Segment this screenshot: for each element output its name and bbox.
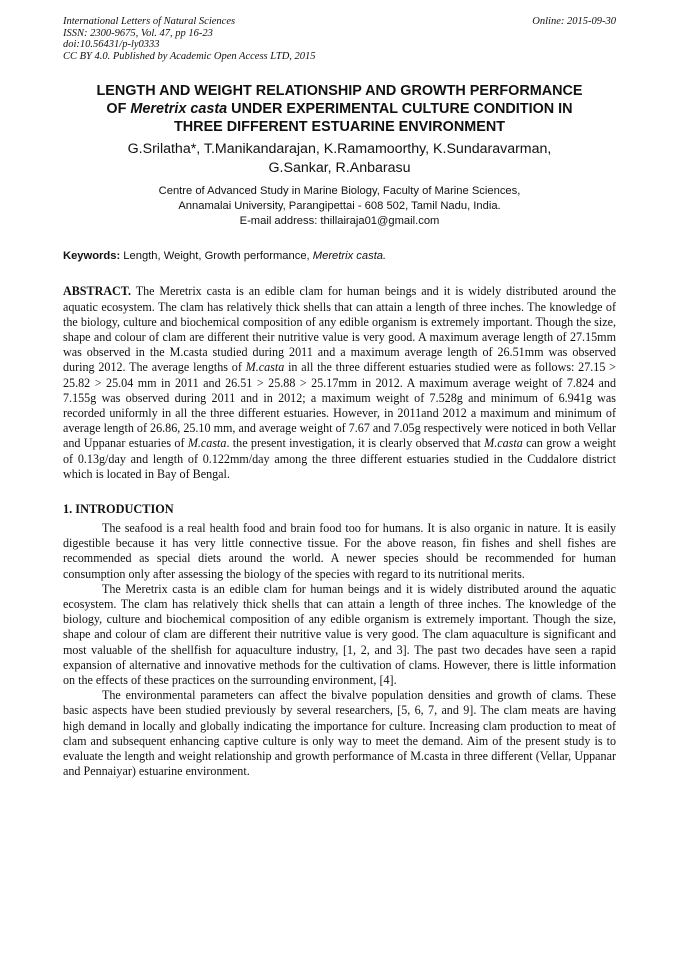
title-line-3: THREE DIFFERENT ESTUARINE ENVIRONMENT [174,119,505,136]
abstract-species-2: M.casta [187,436,227,451]
keywords-label: Keywords: [63,250,121,263]
abstract-text-1: The Meretrix casta is an edible clam for human beings and it is widely distributed around the aquatic ecosystem. The clam has relatively thick shells that can attain a length of three inches. The knowledge of the biology, culture and biochemical composition of any edible organism is extremely important. Though the size, shape and colour of clam are different their nutritive value is very good. A maximum average length of 27.15mm was observed in the M.casta studied during 2011 and a maximum average length of 26.51mm was observed during 2012. The average lengths of [63,284,616,375]
abstract-text-4: can grow a weight of 0.13g/day and length of 0.122mm/day among the three different estuaries studied in the Cuddalore district which is located in Bay of Bengal. [63,436,617,481]
title-species: Meretrix casta [130,101,228,118]
affiliation-email: E-mail address: thillairaja01@gmail.com [239,215,440,228]
journal-issn: ISSN: 2300-9675, Vol. 47, pp 16-23 [63,27,213,39]
abstract-text-2: in all the three different estuaries studied were as follows: 27.15 > 25.82 > 25.04 mm in 2011 and 26.51 > 25.88 > 25.17mm in 2012. A maximum average weight of 7.824 and 7.155g was observed during 2011 and in 2012; a maximum weight of 7.528g and minimum of 6.941g was recorded uniformly in all the three different estuaries. However, in 2011and 2012 a maximum and minimum of average length of 26.86, 25.10 mm, and average weight of 7.67 and 7.05g respectively were noticed in both Vellar and Uppanar estuaries of [63,360,616,451]
abstract-species-1: M.casta [245,360,285,375]
journal-license: CC BY 4.0. Published by Academic Open Access LTD, 2015 [63,50,316,62]
title-line-2 [63,100,616,118]
intro-paragraph-3: The environmental parameters can affect the bivalve population densities and growth of clams. These basic aspects have been studied previously by several researchers, [5, 6, 7, and 9]. The clam meats are having high demand in locally and globally indicating the importance for culture. Increasing clam production to meat of clam and subsequent enhancing captive culture is only way to meet the demand. Aim of the present study is to evaluate the length and weight relationship and growth performance of M.casta in three different (Vellar, Uppanar and Pennaiyar) estuarine environment. [63,688,616,779]
abstract-species-3: M.casta [484,436,523,451]
author-list [63,140,616,177]
authors-line-1: G.Srilatha*, T.Manikandarajan, K.Ramamoorthy, K.Sundaravarman, [127,141,552,158]
section-heading-introduction: 1. INTRODUCTION [63,502,174,517]
online-date: Online: 2015-09-30 [532,16,616,27]
abstract [63,284,616,482]
journal-header [63,16,616,62]
title-line-2-post: UNDER EXPERIMENTAL CULTURE CONDITION IN [227,101,573,118]
intro-paragraph-1: The seafood is a real health food and brain food too for humans. It is also organic in nature. It is easily digestible because it has very little connective tissue. For the above reason, fin fishes and shell fishes are recommended as special diets around the world. A newer species should be recommended for human consumption only after assessing the biology of the species with regard to its nutritional merits. [63,521,616,581]
abstract-label: ABSTRACT. [63,284,131,299]
authors-line-2: G.Sankar, R.Anbarasu [268,159,411,176]
abstract-text-3: . the present investigation, it is clearly observed that [226,436,485,451]
journal-doi: doi:10.56431/p-ly0333 [63,39,160,51]
keywords-species: Meretrix casta. [312,250,387,263]
affiliation [63,184,616,229]
journal-name: International Letters of Natural Sciences [63,16,236,27]
keywords [63,249,616,263]
keywords-text: Length, Weight, Growth performance, [120,250,313,263]
title-line-2-pre: OF [106,101,131,118]
affiliation-line-1: Centre of Advanced Study in Marine Biology, Faculty of Marine Sciences, [158,185,521,198]
intro-paragraph-2: The Meretrix casta is an edible clam for human beings and it is widely distributed around the aquatic ecosystem. The clam has relatively thick shells that can attain a length of three inches. The knowledge of the biology, culture and biochemical composition of any edible organism is extremely important. Though the size, shape and colour of clam are different their nutritive value is very good. The clam aquaculture is significant and most valuable of the shellfish for aquaculture industry, [1, 2, and 3]. The past two decades have seen a rapid expansion of alternative and innovative methods for the cultivation of clams. However, there is little information on the effects of these practices on the surrounding environment, [4]. [63,581,616,688]
affiliation-line-2: Annamalai University, Parangipettai - 608 502, Tamil Nadu, India. [178,200,501,213]
paper-title [63,82,616,136]
title-line-1: LENGTH AND WEIGHT RELATIONSHIP AND GROWTH PERFORMANCE [96,83,583,100]
